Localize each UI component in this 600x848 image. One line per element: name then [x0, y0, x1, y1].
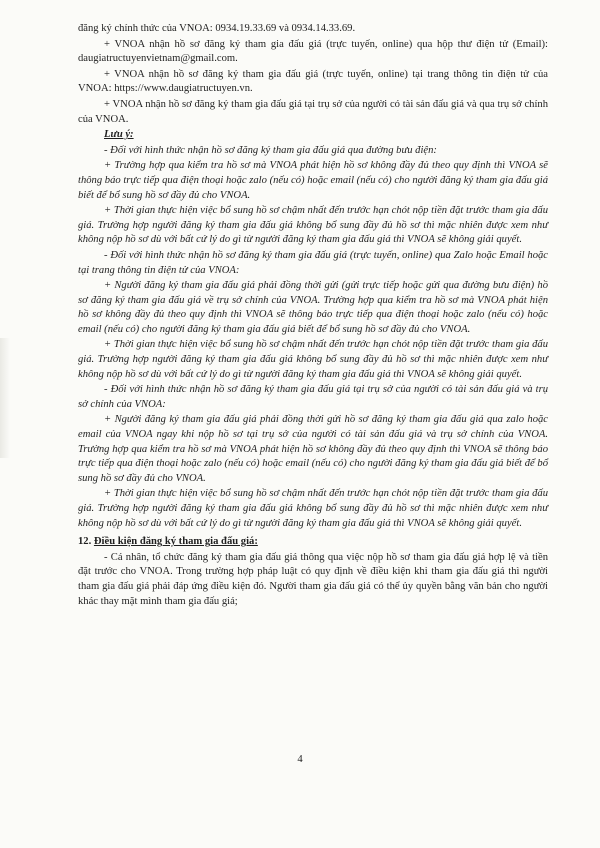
note-postal-check: + Trường hợp qua kiểm tra hồ sơ mà VNOA phát hiện hồ sơ không đầy đủ theo quy định thì VNOA sẽ thông báo trực tiếp qua điện thoại hoặc zalo (nếu có) hoặc email (nếu có) cho người đăng ký tham gia đấu giá biết để bổ sung hồ sơ đầy đủ cho VNOA. [78, 160, 548, 201]
document-body [78, 22, 548, 610]
paragraph-website-channel: + VNOA nhận hồ sơ đăng ký tham gia đấu giá (trực tuyến, online) tại trang thông tin điện tử của VNOA: https://www.daugiatructuyen.vn. [78, 68, 548, 95]
section-12-number: 12. [78, 536, 92, 548]
note-postal-intro: - Đối với hình thức nhận hồ sơ đăng ký tham gia đấu giá qua đường bưu điện: [104, 144, 437, 156]
section-12-heading [78, 535, 548, 550]
note-online-deadline: + Thời gian thực hiện việc bổ sung hồ sơ chậm nhất đến trước hạn chót nộp tiền đặt trước tham gia đấu giá. Trường hợp người đăng ký tham gia đấu giá không bổ sung đầy đủ hồ sơ thì mặc nhiên được xem như không nộp hồ sơ dù với bất cứ lý do gì từ người đăng ký tham gia đấu giá thì VNOA sẽ không giải quyết. [78, 339, 548, 380]
note-online-intro: - Đối với hình thức nhận hồ sơ đăng ký tham gia đấu giá (trực tuyến, online) qua Zalo hoặc Email hoặc tại trang thông tin điện tử của VNOA: [78, 249, 548, 276]
note-title: Lưu ý: [104, 129, 134, 141]
note-office-check: + Người đăng ký tham gia đấu giá phải đồng thời gửi hồ sơ đăng ký tham gia đấu giá qua zalo hoặc email của VNOA ngay khi nộp hồ sơ tại trụ sở của người có tài sản đấu giá và trụ sở chính của VNOA. Trường hợp qua kiểm tra hồ sơ mà VNOA phát hiện hồ sơ không đầy đủ theo quy định thì VNOA sẽ thông báo trực tiếp qua điện thoại hoặc zalo (nếu có) hoặc email (nếu có) cho người đăng ký tham gia đấu giá biết để bổ sung hồ sơ đầy đủ cho VNOA. [78, 414, 548, 484]
scan-edge-mark [0, 338, 10, 458]
note-online-check: + Người đăng ký tham gia đấu giá phải đồng thời gửi (gửi trực tiếp hoặc gửi qua đường bưu điện) hồ sơ đăng ký tham gia đấu giá về trụ sở chính của VNOA. Trường hợp qua kiểm tra hồ sơ mà VNOA phát hiện hồ sơ không đầy đủ theo quy định thì VNOA sẽ thông báo trực tiếp qua điện thoại hoặc zalo (nếu có) hoặc email (nếu có) cho người đăng ký tham gia đấu giá biết để bổ sung hồ sơ đầy đủ cho VNOA. [78, 280, 548, 335]
note-office-intro: - Đối với hình thức nhận hồ sơ đăng ký tham gia đấu giá tại trụ sở của người có tài sản đấu giá và trụ sở chính của VNOA: [78, 384, 548, 410]
page-number: 4 [297, 754, 303, 765]
paragraph-email-channel: + VNOA nhận hồ sơ đăng ký tham gia đấu giá (trực tuyến, online) qua hộp thư điện tử (Email): daugiatructuyenvietnam@gmail.com. [78, 38, 548, 65]
paragraph-office-channel: + VNOA nhận hồ sơ đăng ký tham gia đấu giá tại trụ sở của người có tài sản đấu giá và qua trụ sở chính của VNOA. [78, 98, 548, 125]
note-office-deadline: + Thời gian thực hiện việc bổ sung hồ sơ chậm nhất đến trước hạn chót nộp tiền đặt trước tham gia đấu giá. Trường hợp người đăng ký tham gia đấu giá không bổ sung đầy đủ hồ sơ thì mặc nhiên được xem như không nộp hồ sơ dù với bất cứ lý do gì từ người đăng ký tham gia đấu giá thì VNOA sẽ không giải quyết. [78, 488, 548, 529]
section-12-title: Điều kiện đăng ký tham gia đấu giá: [93, 536, 258, 548]
section-12-body: - Cá nhân, tổ chức đăng ký tham gia đấu giá thông qua việc nộp hồ sơ tham gia đấu giá hợp lệ và tiền đặt trước cho VNOA. Trong trường hợp pháp luật có quy định về điều kiện khi tham gia đấu giá thì người tham gia đấu giá phải đáp ứng điều kiện đó. Người tham gia đấu giá có thể ủy quyền bằng văn bản cho người khác thay mặt mình tham gia đấu giá; [78, 551, 548, 607]
note-postal-deadline: + Thời gian thực hiện việc bổ sung hồ sơ chậm nhất đến trước hạn chót nộp tiền đặt trước tham gia đấu giá. Trường hợp người đăng ký tham gia đấu giá không bổ sung đầy đủ hồ sơ thì mặc nhiên được xem như không nộp hồ sơ dù với bất cứ lý do gì từ người đăng ký tham gia đấu giá thì VNOA sẽ không giải quyết. [78, 205, 548, 246]
paragraph-hotline: đăng ký chính thức của VNOA: 0934.19.33.69 và 0934.14.33.69. [78, 23, 356, 34]
